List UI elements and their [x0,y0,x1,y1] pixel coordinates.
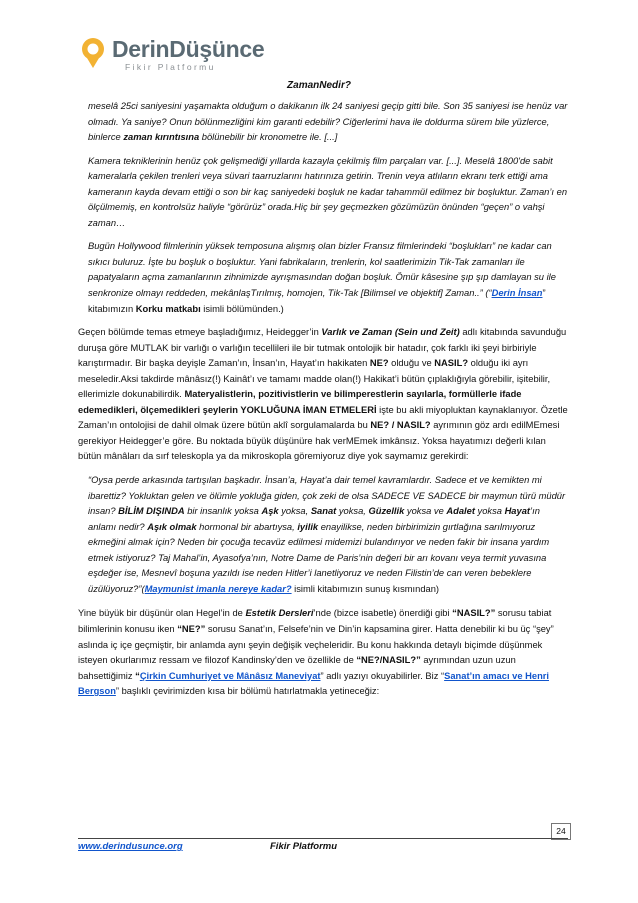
quote1-paragraph-1: meselâ 25ci saniyesini yaşamakta olduğum o dakikanın ilk 24 saniyesi geçip gitti bile. Son 35 saniyesi ise henüz var olmadı. Ya saniye? Onun bölünmezliğini kim garanti edebilir? Ciğerlerimi hava ile doldurma sürem bile yüzlerce, binlerce zaman kırıntısına bölünebilir bir kronometre ile. [...] [88,101,568,143]
document-body [78,99,568,708]
page-number: 24 [551,823,571,840]
body-paragraph-2: Yine büyük bir düşünür olan Hegel’in de Estetik Dersleri’nde (bizce isabetle) önerdiği gibi “NASIL?” sorusu tabiat bilimlerinin konusu iken “NE?” sorusu Sanat’ın, Felsefe’nin ve Din’in kapsamina girer. Hatta denebilir ki bu üç “şey” aslında iç içe geçmiştir, bir anlamda aynı şeyin değişik veçheleridir. Bu konu hakkında detaylı biçimde düşünmek isteyen okurlarımız ressam ve filozof Kandinsky’den ve özellikle de “NE?/NASIL?” ayrımından uzun uzun bahsettiğimiz “Çirkin Cumhuriyet ve Mânâsız Maneviyat” adlı yazıyı okuyabilirler. Biz “Sanat’ın amacı ve Henri Bergson” başlıklı çevirimizden kısa bir bölümü hatırlatmakla yetineceğiz: [78,608,554,697]
logo-mark-icon [78,36,108,70]
derin-insan-link[interactable]: Derin İnsan [491,288,543,299]
footer-divider [78,838,568,839]
quote1-paragraph-3: Bugün Hollywood filmlerinin yüksek temposuna alışmış olan bizler Fransız filmlerindeki “boşlukları” ne kadar can sıkıcı buluruz. İşte bu boşluk o boşluktur. Yani fabrikaların, trenlerin, kol saatlerimizin Tik-Tak zamanları ile papatyaların açma zamanlarının zihnimizde ayrışmasından doğan boşluk. Ömür kâsesine şıp şıp damlayan su ile senkronize olmayı reddeden, mekânlaşTırılmış, homojen, Tik-Tak [Bilimsel ve objektif] Zaman..” (“Derin İnsan” kitabımızın Korku matkabı isimli bölümünden.) [88,241,556,314]
quote1-paragraph-2: Kamera tekniklerinin henüz çok gelişmediği yıllarda kazayla çekilmiş film parçaları var. [...]. Meselâ 1800'de sabit kameralarla çekilen trenleri veya süvari taarruzlarını hatırınıza getirin. Trenin veya atlıların ekranı terk ettiği ama kameranın kayda devam ettiği o son bir kaç saniyedeki boşluk ne kadar tahammül edilmez bir boşluktur. Zaman’ı en ölçülmemiş, en kontrolsüz haliyle “görürüz” orada.Hiç bir şey geçmezken gözümüzün önünden “geçen” o vahşi zaman… [88,155,568,228]
quote-block-1 [78,99,568,317]
footer-platform-name: Fikir Platformu [270,841,338,852]
quote-block-2: “Oysa perde arkasında tartışılan başkadır. İnsan’a, Hayat’a dair temel kavramlardır. Sadece et ve kemikten mi ibarettiz? Yokluktan gelen ve ölümle yokluğa giden, çok zeki de olsa SADECE VE SADECE bir maymun türü müdür insan? BİLİM DIŞINDA bir insanlık yoksa Aşk yoksa, Sanat yoksa, Güzellik yoksa ve Adalet yoksa Hayat’ın anlamı nedir? Aşık olmak hormonal bir abartıysa, iyilik enayilikse, neden birbirimizin gırtlağına sarılmıyoruz ekmeğini almak için? Neden bir çocuğa tecavüz edilmesi midemizi bulandırıyor ve neden fakir bir insana yardım etmek istiyoruz? Taj Mahal’in, Ayasofya’nın, Notre Dame de Paris’nin değeri bir arı kovanı veya termit yuvasına eşdeğer ise, Mesnevî boşuna yazıldı ise neden Hitler’i lanetliyoruz ve neden Filistin’de can veren bebeklere üzülüyoruz?”(Maymunist imanla nereye kadar? isimli kitabımızın sunuş kısmından) [88,475,566,594]
site-logo[interactable] [78,34,265,76]
logo-name: DerinDüşünce [112,36,265,62]
cirkin-cumhuriyet-link[interactable]: Çirkin Cumhuriyet ve Mânâsız Maneviyat [139,670,321,681]
maymunist-imanla-link[interactable]: Maymunist imanla nereye kadar? [144,583,292,594]
logo-subtitle: Fikir Platformu [125,62,216,72]
footer-url-link[interactable]: www.derindusunce.org [78,841,183,852]
sanatin-amaci-link[interactable]: Sanat’ın amacı ve Henri Bergson [78,670,550,697]
document-title: ZamanNedir? [287,80,351,91]
body-paragraph-1: Geçen bölümde temas etmeye başladığımız, Heidegger’in Varlık ve Zaman (Sein und Zeit) adlı kitabında savunduğu duruşa göre MUTLAK bir varlığı o varlığın tecellileri ile bir tutmak ontolojik bir hatadır, çok farklı iki şeyi birbiriyle karıştırmadır. Bir başka deyişle Zaman’ın, İnsan’ın, Hayat’ın hakikaten NE? olduğu ve NASIL? olduğu iki ayrı meseledir.Aksi takdirde mânâsız(!) Kainât’ı ve tamamı madde olan(!) Hakikat’i bütün çıplaklığıyla görebilir, işitebilir, ellerimizle dokunabilirdik. Materyalistlerin, pozitivistlerin ve bilimperestlerin sayılarla, formüllerle ifade edemedikleri, ölçemedikleri şeylerin YOKLUĞUNA İMAN ETMELERİ işte bu akli miyopluktan kaynaklanıyor. Özetle Zaman’ın ontolojisi de dahil olmak üzere bütün aklî sorgulamalarda bu NE? / NASIL? ayrımının göz ardı edilMEmesi gerekiyor Heidegger’e göre. Bu noktada büyük düşünüre hak verMEmek imkânsız. Yoksa hayatımızı değerli kılan bütün mânâları da sırf teleskopla ya da mikroskopla göremiyoruz diye yok saymamız gerekirdi: [78,327,568,462]
